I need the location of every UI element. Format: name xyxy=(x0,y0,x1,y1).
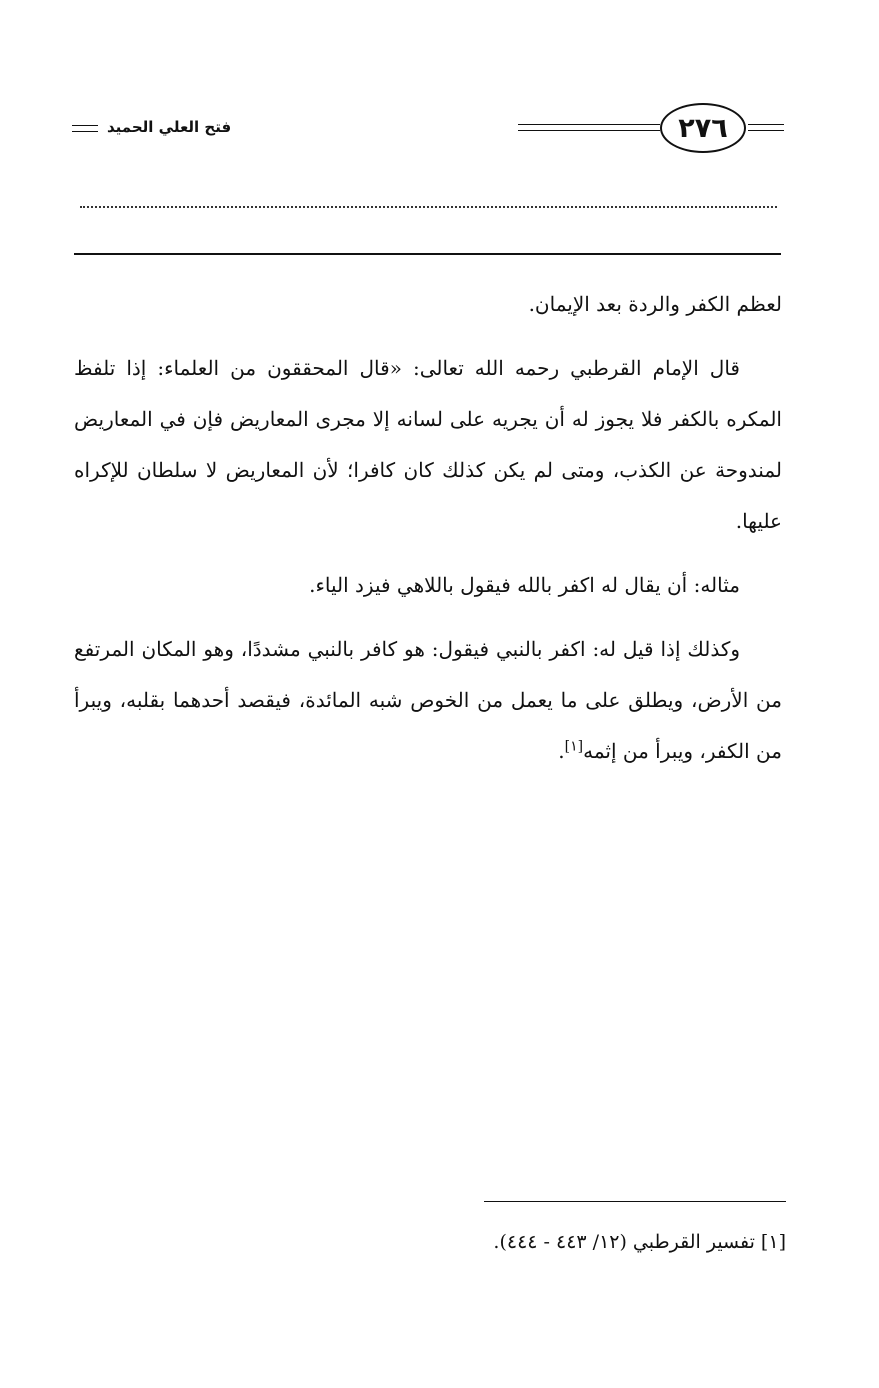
paragraph: لعظم الكفر والردة بعد الإيمان. xyxy=(528,292,782,316)
dotted-separator xyxy=(80,206,777,208)
page-number: ٢٧٦ xyxy=(660,103,746,153)
top-rule xyxy=(74,253,781,255)
paragraph-text: وكذلك إذا قيل له: اكفر بالنبي فيقول: هو كافر بالنبي مشددًا، وهو المكان المرتفع من الأرض، ويطلق على ما يعمل من الخوص شبه المائدة، فيقصد أحدهما بقلبه، ويبرأ من الكفر، ويبرأ من إثمه xyxy=(74,637,782,763)
paragraph: قال الإمام القرطبي رحمه الله تعالى: «قال المحققون من العلماء: إذا تلفظ المكره بالكفر فلا يجوز له أن يجريه على لسانه إلا مجرى المعاريض فإن في المعاريض لمندوحة عن الكذب، ومتى لم يكن كذلك كان كافرا؛ لأن المعاريض لا سلطان للإكراه عليها. xyxy=(74,356,782,533)
paragraph: مثاله: أن يقال له اكفر بالله فيقول باللاهي فيزد الياء. xyxy=(309,573,740,597)
header-rule-upper xyxy=(518,124,660,125)
paragraph xyxy=(74,624,782,777)
header-rule-right-lower xyxy=(748,130,784,131)
title-rule-lower xyxy=(72,131,98,132)
title-rule-upper xyxy=(72,125,98,126)
footnote: [١] تفسير القرطبي (١٢/ ٤٤٣ - ٤٤٤). xyxy=(493,1231,786,1253)
footnote-reference[interactable]: [١] xyxy=(564,738,584,755)
paragraph-closing: . xyxy=(558,739,565,763)
main-text xyxy=(74,279,782,790)
running-book-title: فتح العلي الحميد xyxy=(107,118,232,136)
footnote-separator xyxy=(484,1201,786,1202)
header-rule-lower xyxy=(518,130,660,131)
header-rule-right-upper xyxy=(748,124,784,125)
